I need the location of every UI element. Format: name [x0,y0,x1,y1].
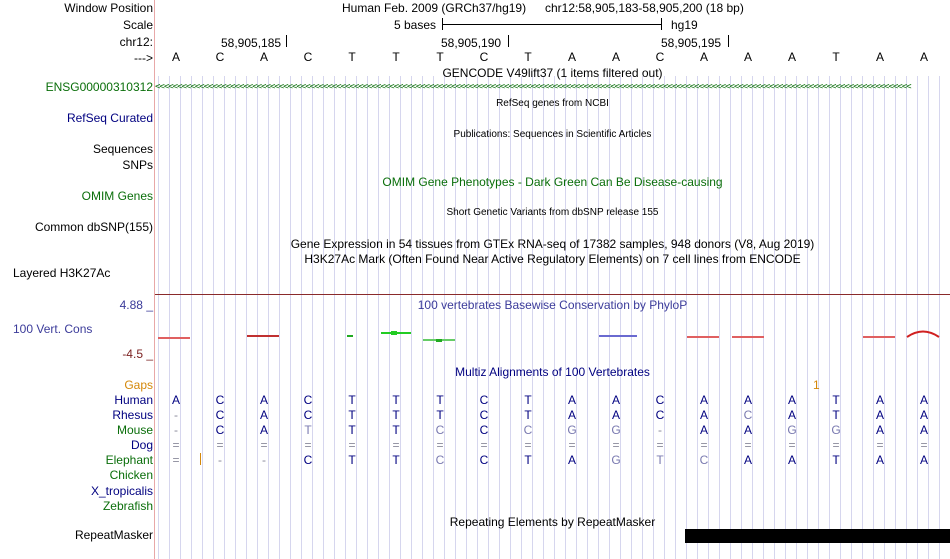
alignment-base: T [656,453,664,467]
gencode-item-label[interactable]: ENSG00000310312 [45,80,153,94]
multiz-track-title: Multiz Alignments of 100 Vertebrates [455,365,650,379]
alignment-base: = [832,438,840,452]
grid-line [312,76,313,559]
alignment-base: A [919,408,928,422]
alignment-base: = [304,438,312,452]
alignment-base: = [700,438,708,452]
position-label: 58,905,185 [221,36,282,50]
scale-db: hg19 [671,18,698,32]
alignment-base: A [699,423,708,437]
alignment-base: = [480,438,488,452]
grid-line [774,76,775,559]
grid-line [620,76,621,559]
alignment-base: = [260,438,268,452]
sequence-base: A [259,50,268,64]
alignment-base: = [920,438,928,452]
grid-line [180,76,181,559]
grid-line [169,76,170,559]
grid-line [719,76,720,559]
phylop-peak [905,328,941,340]
grid-line [873,76,874,559]
phylop-bar [347,335,353,337]
refseq-track-title: RefSeq genes from NCBI [496,98,609,109]
grid-line [411,76,412,559]
sequence-base: A [787,50,796,64]
grid-line [543,76,544,559]
alignment-base: T [436,408,444,422]
alignment-base: G [567,423,577,437]
scale-bar [442,18,662,30]
grid-line [356,76,357,559]
alignment-base: A [875,408,884,422]
alignment-base: C [479,408,489,422]
h3k27ac-track-label[interactable]: Layered H3K27Ac [13,266,111,280]
grid-line [290,76,291,559]
chrom-label: chr12: [119,35,153,49]
species-label-zebrafish: Zebrafish [102,499,153,513]
alignment-base: T [524,408,532,422]
sequence-base: T [832,50,840,64]
grid-line [345,76,346,559]
grid-line [422,76,423,559]
grid-line [642,76,643,559]
phylop-bar [391,331,397,335]
pubs-sequences-label[interactable]: Sequences [92,142,153,156]
species-label-human: Human [114,393,153,407]
track-image[interactable] [155,0,950,559]
alignment-base: T [832,393,840,407]
gaps-label: Gaps [124,378,153,392]
grid-line [917,76,918,559]
alignment-base: A [875,393,884,407]
grid-line [686,76,687,559]
alignment-base: C [303,453,313,467]
alignment-base: T [392,408,400,422]
sequence-base: A [875,50,884,64]
phylop-bar [599,335,637,337]
phylop-bar [247,335,279,337]
omim-track-label[interactable]: OMIM Genes [81,189,153,203]
alignment-base: T [348,408,356,422]
grid-line [752,76,753,559]
alignment-base: C [655,408,665,422]
alignment-base: A [787,393,796,407]
sequence-base: T [524,50,532,64]
assembly-title: Human Feb. 2009 (GRCh37/hg19) [342,1,527,15]
sequence-base: A [567,50,576,64]
grid-line [576,76,577,559]
grid-line [378,76,379,559]
alignment-base: = [172,453,180,467]
pubs-snps-label[interactable]: SNPs [122,158,153,172]
alignment-base: = [392,438,400,452]
grid-line [400,76,401,559]
phylop-bar [863,336,895,338]
grid-line [554,76,555,559]
gencode-track-title: GENCODE V49lift37 (1 items filtered out) [442,66,663,80]
sequence-base: T [392,50,400,64]
grid-line [565,76,566,559]
alignment-base: A [743,423,752,437]
alignment-base: C [303,408,313,422]
alignment-base: G [611,453,621,467]
alignment-base: A [919,423,928,437]
alignment-base: G [611,423,621,437]
sequence-base: T [436,50,444,64]
alignment-base: C [215,408,225,422]
phylop-bar [732,336,764,338]
alignment-base: A [919,393,928,407]
grid-line [466,76,467,559]
alignment-base: A [699,408,708,422]
alignment-base: C [435,453,445,467]
alignment-base: C [479,453,489,467]
alignment-base: C [215,423,225,437]
grid-line [532,76,533,559]
alignment-base: C [303,393,313,407]
grid-line [675,76,676,559]
refseq-track-label[interactable]: RefSeq Curated [66,111,153,125]
sequence-base: A [171,50,180,64]
alignment-base: - [658,423,662,437]
species-label-rhesus: Rhesus [112,408,153,422]
alignment-base: - [262,453,266,467]
alignment-base: T [524,453,532,467]
grid-line [840,76,841,559]
alignment-base: T [524,393,532,407]
alignment-base: A [875,453,884,467]
alignment-base: T [832,408,840,422]
alignment-base: T [304,423,312,437]
grid-line [598,76,599,559]
alignment-base: C [215,393,225,407]
grid-line [851,76,852,559]
grid-line [367,76,368,559]
alignment-base: T [392,393,400,407]
sequence-base: A [743,50,752,64]
grid-line [433,76,434,559]
species-label-mouse: Mouse [116,423,153,437]
alignment-base: T [832,453,840,467]
dbsnp-track-title: Short Genetic Variants from dbSNP release 155 [446,207,659,218]
grid-line [213,76,214,559]
grid-line [807,76,808,559]
grid-line [796,76,797,559]
position-label: 58,905,195 [661,36,722,50]
grid-line [246,76,247,559]
grid-line [510,76,511,559]
alignment-base: = [656,438,664,452]
sequence-base: T [348,50,356,64]
cons-top-line [155,294,950,295]
grid-line [158,76,159,559]
grid-line [906,76,907,559]
alignment-base: G [787,423,797,437]
alignment-base: = [612,438,620,452]
sequence-base: A [611,50,620,64]
alignment-base: C [699,453,709,467]
coords-title: chr12:58,905,183-58,905,200 (18 bp) [545,1,744,15]
grid-line [763,76,764,559]
grid-line [499,76,500,559]
dbsnp-track-label[interactable]: Common dbSNP(155) [34,220,153,234]
h3k27ac-track-title: H3K27Ac Mark (Often Found Near Active Regulatory Elements) on 7 cell lines from ENCODE [304,252,801,266]
sequence-base: C [303,50,313,64]
grid-line [697,76,698,559]
repeat-element-block[interactable] [685,529,950,543]
alignment-base: T [348,453,356,467]
phylop-track-title: 100 vertebrates Basewise Conservation by PhyloP [417,298,688,312]
repeatmasker-track-label[interactable]: RepeatMasker [74,528,153,542]
gap-marker: 1 [813,378,820,392]
grid-line [257,76,258,559]
grid-line [521,76,522,559]
alignment-base: T [392,423,400,437]
grid-line [488,76,489,559]
grid-line [862,76,863,559]
sequence-base: C [215,50,225,64]
grid-line [268,76,269,559]
cons-max-value: 4.88 _ [119,298,153,312]
alignment-base: = [744,438,752,452]
grid-line [444,76,445,559]
grid-line [653,76,654,559]
position-tick [286,35,287,47]
phylop-bar [158,337,190,339]
pubs-track-title: Publications: Sequences in Scientific Articles [453,129,652,140]
position-tick [508,35,509,47]
alignment-base: A [171,393,180,407]
grid-line [224,76,225,559]
alignment-base: A [567,453,576,467]
alignment-base: A [919,453,928,467]
omim-track-title: OMIM Gene Phenotypes - Dark Green Can Be Disease-causing [382,175,723,189]
grid-line [785,76,786,559]
grid-line [235,76,236,559]
sequence-base: C [655,50,665,64]
position-tick [728,35,729,47]
alignment-base: = [216,438,224,452]
species-label-elephant: Elephant [105,453,153,467]
grid-line [829,76,830,559]
alignment-base: - [174,408,178,422]
sequence-base: A [919,50,928,64]
alignment-base: = [172,438,180,452]
alignment-base: T [348,393,356,407]
repeatmasker-track-title: Repeating Elements by RepeatMasker [449,515,656,529]
alignment-base: A [787,408,796,422]
alignment-base: C [479,423,489,437]
alignment-base: C [523,423,533,437]
alignment-base: A [743,453,752,467]
species-label-x_tropicalis: X_tropicalis [90,484,153,498]
phylop-bar [687,336,719,338]
grid-line [884,76,885,559]
alignment-base: A [611,393,620,407]
grid-line [587,76,588,559]
alignment-base: = [524,438,532,452]
alignment-base: = [876,438,884,452]
grid-line [939,76,940,559]
alignment-base: C [479,393,489,407]
alignment-base: T [348,423,356,437]
grid-line [455,76,456,559]
grid-line [708,76,709,559]
grid-line [664,76,665,559]
grid-line [730,76,731,559]
species-label-dog: Dog [130,438,153,452]
strand-label: ---> [134,51,153,65]
alignment-base: = [788,438,796,452]
grid-line [191,76,192,559]
gencode-gene-arrows[interactable]: <<<<<<<<<<<<<<<<<<<<<<<<<<<<<<<<<<<<<<<<<<<<<<<<<<<<<<<<<<<<<<<<<<<<<<<<<<<<<<<<<<<<<<<<<<<<<<<<<<<<<<<<<<<<<<<<<<<<<<<<<<<<<<<<<<<<<<<<<<<<<<<<<<<<<<<<<<<<<<<<<<<<<<<<<<< [155,82,911,92]
alignment-base: = [568,438,576,452]
alignment-base: A [567,408,576,422]
alignment-base: C [743,408,753,422]
alignment-base: A [875,423,884,437]
grid-line [202,76,203,559]
elephant-gap-mark [200,453,201,465]
grid-line [389,76,390,559]
grid-line [895,76,896,559]
gtex-track-title: Gene Expression in 54 tissues from GTEx RNA-seq of 17382 samples, 948 donors (V8, Aug 2019) [290,237,815,251]
alignment-base: T [436,393,444,407]
alignment-base: = [436,438,444,452]
alignment-base: A [787,453,796,467]
window-position-label: Window Position [64,1,153,15]
grid-line [818,76,819,559]
sequence-base: C [479,50,489,64]
cons-track-label[interactable]: 100 Vert. Cons [13,322,93,336]
grid-line [301,76,302,559]
sequence-base: A [699,50,708,64]
grid-line [631,76,632,559]
alignment-base: A [699,393,708,407]
alignment-base: C [435,423,445,437]
alignment-base: G [831,423,841,437]
species-label-chicken: Chicken [109,468,153,482]
grid-line [323,76,324,559]
alignment-base: = [348,438,356,452]
phylop-bar [436,339,442,342]
grid-line [609,76,610,559]
cons-min-value: -4.5 _ [122,347,153,361]
alignment-base: A [743,393,752,407]
alignment-base: A [611,408,620,422]
scale-text: 5 bases [393,18,436,32]
alignment-base: - [174,423,178,437]
alignment-base: A [259,408,268,422]
grid-line [477,76,478,559]
alignment-base: - [218,453,222,467]
track-label-sidebar [0,0,153,559]
alignment-base: A [259,423,268,437]
alignment-base: A [259,393,268,407]
grid-line [334,76,335,559]
scale-label: Scale [122,18,153,32]
position-label: 58,905,190 [441,36,502,50]
alignment-base: A [567,393,576,407]
grid-line [928,76,929,559]
alignment-base: C [655,393,665,407]
grid-line [741,76,742,559]
alignment-base: T [392,453,400,467]
grid-line [279,76,280,559]
